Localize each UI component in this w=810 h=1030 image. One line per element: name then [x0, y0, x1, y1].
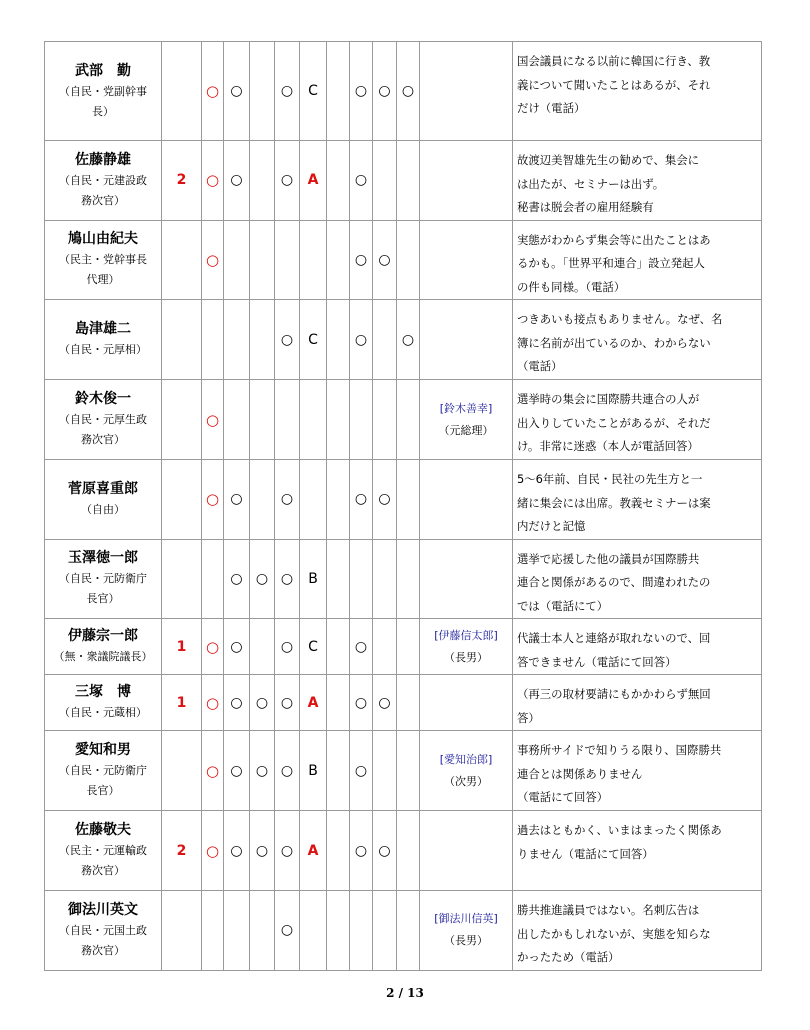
mark-cell-c9: ○: [397, 300, 420, 380]
mark-cell-c4: ○: [275, 675, 300, 731]
politician-position: （自民・元厚生政 務次官）: [59, 413, 147, 446]
mark-cell-c3: [250, 891, 275, 971]
relative-cell: [420, 619, 513, 675]
mark-cell-c2: ○: [224, 619, 250, 675]
relative-relation: （長男）: [444, 650, 488, 664]
politicians-table-wrapper: [44, 41, 762, 971]
mark-cell-c2: ○: [224, 675, 250, 731]
mark-cell-c6: [327, 42, 350, 141]
mark-cell-c8: [373, 891, 397, 971]
mark-cell-c7: ○: [350, 221, 373, 301]
politician-name: 鈴木俊一: [75, 391, 131, 407]
mark-cell-c8: [373, 380, 397, 460]
politician-cell: [45, 460, 162, 540]
mark-cell-c1: ○: [202, 619, 224, 675]
mark-cell-c3: [250, 221, 275, 301]
count-cell: 1: [162, 619, 202, 675]
relative-cell: [420, 380, 513, 460]
table-row: [45, 141, 762, 221]
count-cell: [162, 42, 202, 141]
relative-name: [御法川信英]: [434, 912, 498, 926]
relative-cell: [420, 731, 513, 811]
mark-cell-c3: [250, 460, 275, 540]
mark-cell-c2: [224, 221, 250, 301]
mark-cell-c2: ○: [224, 811, 250, 891]
politician-position: （自民・元建設政 務次官）: [59, 173, 147, 207]
mark-cell-c8: ○: [373, 460, 397, 540]
politician-position: （自民・元厚相）: [59, 343, 147, 356]
politician-position: （自由）: [81, 502, 125, 516]
mark-cell-c1: [202, 540, 224, 620]
mark-cell-c6: [327, 460, 350, 540]
mark-cell-c7: [350, 891, 373, 971]
mark-cell-c3: ○: [250, 675, 275, 731]
politician-cell: [45, 731, 162, 811]
mark-cell-c8: ○: [373, 811, 397, 891]
table-row: [45, 619, 762, 675]
politicians-table: [44, 41, 762, 971]
table-row: [45, 300, 762, 380]
comment-cell: 選挙で応援した他の議員が国際勝共 連合と関係があるので、間違われたの では（電話にて）: [513, 540, 762, 620]
mark-cell-c6: [327, 891, 350, 971]
mark-cell-c4: ○: [275, 460, 300, 540]
table-row: [45, 380, 762, 460]
politician-name: 玉澤徳一郎: [68, 550, 138, 567]
mark-cell-c4: ○: [275, 540, 300, 620]
mark-cell-c8: [373, 300, 397, 380]
comment-cell: 勝共推進議員ではない。名刺広告は 出したかもしれないが、実態を知らな かったため（電話）: [513, 891, 762, 971]
politician-cell: [45, 675, 162, 731]
politician-position: （無・衆議院議長）: [53, 650, 153, 663]
mark-cell-c4: ○: [275, 731, 300, 811]
relative-relation: （長男）: [444, 934, 488, 948]
politician-cell: [45, 42, 162, 141]
count-cell: [162, 380, 202, 460]
mark-cell-c8: ○: [373, 221, 397, 301]
mark-cell-c6: [327, 619, 350, 675]
mark-cell-c9: [397, 460, 420, 540]
mark-cell-c1: ○: [202, 675, 224, 731]
mark-cell-c7: ○: [350, 731, 373, 811]
mark-cell-c4: [275, 380, 300, 460]
mark-cell-c7: [350, 380, 373, 460]
mark-cell-c3: ○: [250, 731, 275, 811]
politician-name: 御法川英文: [68, 901, 138, 918]
mark-cell-c2: [224, 300, 250, 380]
mark-cell-c7: ○: [350, 460, 373, 540]
politician-name: 愛知和男: [75, 742, 131, 758]
mark-cell-c4: ○: [275, 141, 300, 221]
mark-cell-c6: [327, 300, 350, 380]
relative-name: [愛知治郎]: [439, 752, 493, 766]
count-cell: 2: [162, 141, 202, 221]
comment-cell: 代議士本人と連絡が取れないので、回 答できません（電話にて回答）: [513, 619, 762, 675]
mark-cell-c4: ○: [275, 42, 300, 141]
comment-cell: 国会議員になる以前に韓国に行き、教 義について聞いたことはあるが、それ だけ（電話）: [513, 42, 762, 141]
mark-cell-c5: B: [300, 731, 327, 811]
relative-cell: [420, 221, 513, 301]
politician-cell: [45, 300, 162, 380]
mark-cell-c1: [202, 891, 224, 971]
mark-cell-c9: [397, 675, 420, 731]
mark-cell-c9: [397, 141, 420, 221]
mark-cell-c9: ○: [397, 42, 420, 141]
politician-cell: [45, 540, 162, 620]
mark-cell-c7: ○: [350, 141, 373, 221]
mark-cell-c6: [327, 811, 350, 891]
count-cell: [162, 221, 202, 301]
table-row: [45, 221, 762, 301]
politician-position: （自民・元防衛庁 長官）: [59, 764, 147, 797]
mark-cell-c4: ○: [275, 300, 300, 380]
politician-name: 菅原喜重郎: [68, 480, 138, 497]
politician-cell: [45, 891, 162, 971]
relative-relation: （元総理）: [438, 423, 494, 437]
mark-cell-c2: ○: [224, 540, 250, 620]
politician-position: （民主・元運輸政 務次官）: [59, 844, 147, 877]
relative-cell: [420, 811, 513, 891]
mark-cell-c2: [224, 380, 250, 460]
mark-cell-c9: [397, 891, 420, 971]
mark-cell-c3: [250, 300, 275, 380]
mark-cell-c8: ○: [373, 42, 397, 141]
mark-cell-c5: B: [300, 540, 327, 620]
politician-position: （自民・元国土政 務次官）: [59, 923, 147, 957]
mark-cell-c4: ○: [275, 891, 300, 971]
count-cell: [162, 300, 202, 380]
politician-cell: [45, 811, 162, 891]
mark-cell-c3: ○: [250, 540, 275, 620]
politician-position: （自民・党副幹事 長）: [59, 84, 147, 118]
mark-cell-c7: ○: [350, 619, 373, 675]
mark-cell-c1: ○: [202, 42, 224, 141]
mark-cell-c3: [250, 380, 275, 460]
politician-cell: [45, 221, 162, 301]
politician-position: （自民・元防衛庁 長官）: [59, 572, 147, 606]
politician-name: 武部 勤: [75, 62, 131, 79]
mark-cell-c2: ○: [224, 460, 250, 540]
mark-cell-c5: C: [300, 42, 327, 141]
mark-cell-c9: [397, 380, 420, 460]
relative-name: [鈴木善幸]: [439, 401, 493, 415]
politician-name: 佐藤敬夫: [75, 822, 131, 838]
mark-cell-c6: [327, 221, 350, 301]
mark-cell-c1: [202, 300, 224, 380]
mark-cell-c1: ○: [202, 811, 224, 891]
relative-cell: [420, 540, 513, 620]
comment-cell: 事務所サイドで知りうる限り、国際勝共 連合とは関係ありません （電話にて回答）: [513, 731, 762, 811]
relative-cell: [420, 141, 513, 221]
politician-name: 鳩山由紀夫: [68, 231, 138, 248]
politician-cell: [45, 141, 162, 221]
mark-cell-c7: ○: [350, 675, 373, 731]
mark-cell-c5: [300, 380, 327, 460]
mark-cell-c2: ○: [224, 731, 250, 811]
mark-cell-c9: [397, 221, 420, 301]
table-row: [45, 675, 762, 731]
mark-cell-c7: ○: [350, 42, 373, 141]
mark-cell-c2: ○: [224, 141, 250, 221]
page-number: 2 / 13: [386, 986, 424, 1000]
mark-cell-c4: [275, 221, 300, 301]
comment-cell: つきあいも接点もありません。なぜ、名 簿に名前が出ているのか、わからない （電話）: [513, 300, 762, 380]
politician-position: （民主・党幹事長 代理）: [59, 253, 147, 287]
mark-cell-c1: ○: [202, 460, 224, 540]
count-cell: [162, 891, 202, 971]
relative-cell: [420, 891, 513, 971]
mark-cell-c7: ○: [350, 300, 373, 380]
table-row: [45, 731, 762, 811]
mark-cell-c5: C: [300, 619, 327, 675]
politician-position: （自民・元蔵相）: [59, 706, 147, 719]
mark-cell-c6: [327, 141, 350, 221]
mark-cell-c5: C: [300, 300, 327, 380]
politician-name: 伊藤宗一郎: [68, 628, 138, 644]
comment-cell: 選挙時の集会に国際勝共連合の人が 出入りしていたことがあるが、それだ け。非常に迷惑（本人が電話回答）: [513, 380, 762, 460]
mark-cell-c5: A: [300, 811, 327, 891]
count-cell: 2: [162, 811, 202, 891]
mark-cell-c9: [397, 731, 420, 811]
mark-cell-c5: [300, 221, 327, 301]
mark-cell-c8: [373, 540, 397, 620]
relative-relation: （次男）: [444, 774, 488, 788]
mark-cell-c8: [373, 141, 397, 221]
mark-cell-c5: A: [300, 675, 327, 731]
mark-cell-c9: [397, 811, 420, 891]
mark-cell-c4: ○: [275, 619, 300, 675]
relative-cell: [420, 460, 513, 540]
comment-cell: 過去はともかく、いまはまったく関係あ りません（電話にて回答）: [513, 811, 762, 891]
count-cell: [162, 460, 202, 540]
mark-cell-c6: [327, 380, 350, 460]
table-row: [45, 540, 762, 620]
table-row: [45, 460, 762, 540]
mark-cell-c6: [327, 675, 350, 731]
politician-name: 佐藤静雄: [75, 151, 131, 168]
table-row: [45, 891, 762, 971]
mark-cell-c6: [327, 731, 350, 811]
mark-cell-c7: ○: [350, 811, 373, 891]
relative-cell: [420, 300, 513, 380]
mark-cell-c9: [397, 540, 420, 620]
mark-cell-c2: ○: [224, 42, 250, 141]
mark-cell-c3: ○: [250, 811, 275, 891]
count-cell: [162, 540, 202, 620]
table-body: [45, 42, 762, 971]
comment-cell: （再三の取材要請にもかかわらず無回 答）: [513, 675, 762, 731]
mark-cell-c3: [250, 141, 275, 221]
mark-cell-c5: A: [300, 141, 327, 221]
mark-cell-c1: ○: [202, 731, 224, 811]
mark-cell-c8: ○: [373, 675, 397, 731]
relative-name: [伊藤信太郎]: [434, 628, 498, 642]
mark-cell-c9: [397, 619, 420, 675]
mark-cell-c4: ○: [275, 811, 300, 891]
relative-cell: [420, 42, 513, 141]
mark-cell-c3: [250, 42, 275, 141]
comment-cell: 実態がわからず集会等に出たことはあ るかも。「世界平和連合」設立発起人 の件も同様。（電話）: [513, 221, 762, 301]
mark-cell-c8: [373, 731, 397, 811]
mark-cell-c6: [327, 540, 350, 620]
politician-cell: [45, 619, 162, 675]
politician-name: 島津雄二: [75, 321, 131, 337]
mark-cell-c7: [350, 540, 373, 620]
mark-cell-c1: ○: [202, 380, 224, 460]
count-cell: 1: [162, 675, 202, 731]
politician-name: 三塚 博: [75, 684, 131, 700]
politician-cell: [45, 380, 162, 460]
mark-cell-c5: [300, 891, 327, 971]
mark-cell-c1: ○: [202, 221, 224, 301]
relative-cell: [420, 675, 513, 731]
mark-cell-c2: [224, 891, 250, 971]
mark-cell-c3: [250, 619, 275, 675]
mark-cell-c1: ○: [202, 141, 224, 221]
count-cell: [162, 731, 202, 811]
table-row: [45, 42, 762, 141]
comment-cell: 5～6年前、自民・民社の先生方と一 緒に集会には出席。教義セミナーは案 内だけと記憶: [513, 460, 762, 540]
mark-cell-c8: [373, 619, 397, 675]
table-row: [45, 811, 762, 891]
mark-cell-c5: [300, 460, 327, 540]
comment-cell: 故渡辺美智雄先生の勧めで、集会に は出たが、セミナーは出ず。 秘書は脱会者の雇用経験有: [513, 141, 762, 221]
